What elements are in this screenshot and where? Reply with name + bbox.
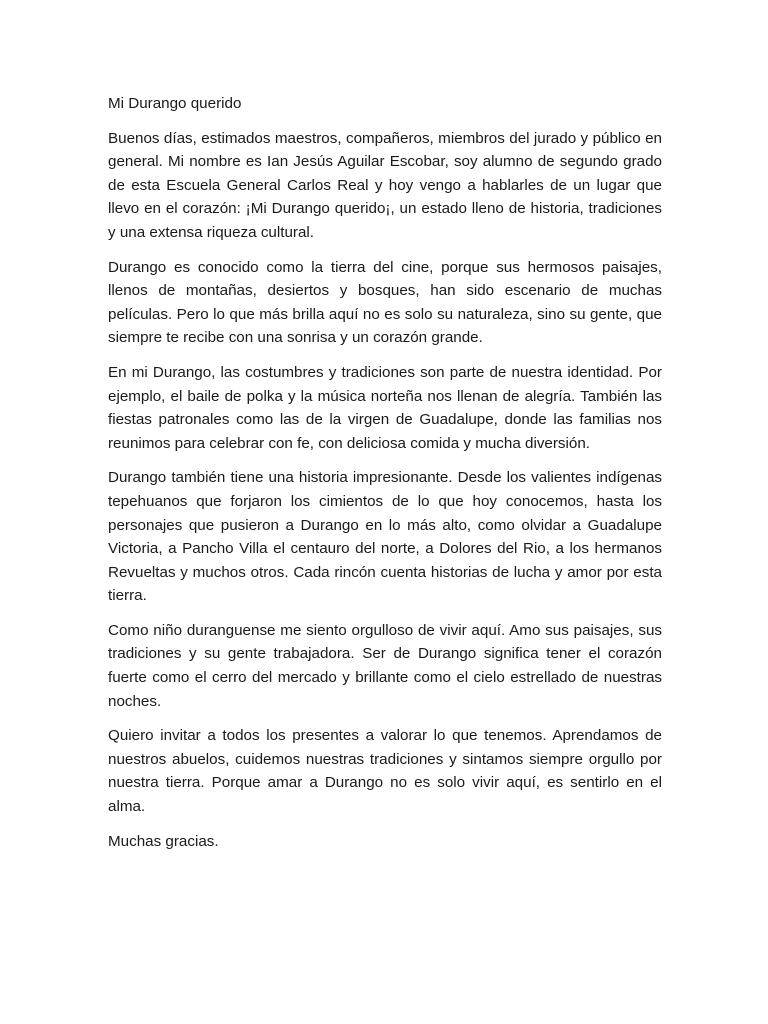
paragraph-greeting: Buenos días, estimados maestros, compañeros, miembros del jurado y público en general. Mi nombre es Ian Jesús Aguilar Escobar, soy alumno de segundo grado de esta Escuela General Carlos Real y hoy vengo a hablarles de un lugar que llevo en el corazón: ¡Mi Durango querido¡, un estado lleno de historia, tradiciones y una extensa riqueza cultural. xyxy=(108,129,662,241)
paragraph-pride: Como niño duranguense me siento orgulloso de vivir aquí. Amo sus paisajes, sus tradiciones y su gente trabajadora. Ser de Durango significa tener el corazón fuerte como el cerro del mercado y brillante como el cielo estrellado de nuestras noches. xyxy=(108,621,662,710)
closing-line: Muchas gracias. xyxy=(108,832,219,850)
paragraph-traditions: En mi Durango, las costumbres y tradiciones son parte de nuestra identidad. Por ejemplo, el baile de polka y la música norteña nos llenan de alegría. También las fiestas patronales como las de la virgen de Guadalupe, donde las familias nos reunimos para celebrar con fe, con deliciosa comida y mucha diversión. xyxy=(108,363,662,452)
document-page xyxy=(108,92,662,853)
paragraph-invitation: Quiero invitar a todos los presentes a valorar lo que tenemos. Aprendamos de nuestros abuelos, cuidemos nuestras tradiciones y sintamos siempre orgullo por nuestra tierra. Porque amar a Durango no es solo vivir aquí, es sentirlo en el alma. xyxy=(108,727,662,816)
paragraph-history: Durango también tiene una historia impresionante. Desde los valientes indígenas tepehuanos que forjaron los cimientos de lo que hoy conocemos, hasta los personajes que pusieron a Durango en lo más alto, como olvidar a Guadalupe Victoria, a Pancho Villa el centauro del norte, a Dolores del Rio, a los hermanos Revueltas y muchos otros. Cada rincón cuenta historias de lucha y amor por esta tierra. xyxy=(108,469,662,605)
paragraph-cinema: Durango es conocido como la tierra del cine, porque sus hermosos paisajes, llenos de montañas, desiertos y bosques, han sido escenario de muchas películas. Pero lo que más brilla aquí no es solo su naturaleza, sino su gente, que siempre te recibe con una sonrisa y un corazón grande. xyxy=(108,258,662,347)
document-title: Mi Durango querido xyxy=(108,95,242,112)
